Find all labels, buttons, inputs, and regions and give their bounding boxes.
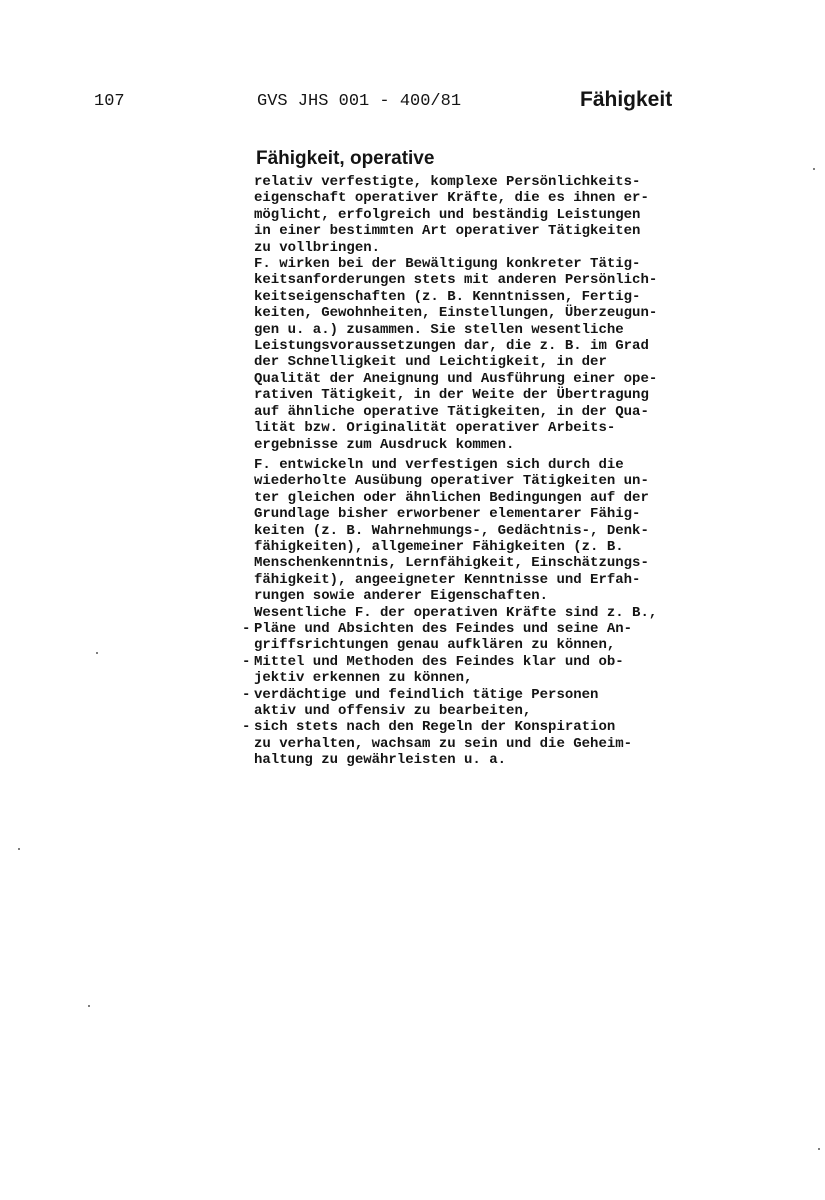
document-reference: GVS JHS 001 - 400/81 — [257, 92, 462, 111]
list-item — [242, 719, 734, 769]
text-line: Menschenkenntnis, Lernfähigkeit, Einschätzungs- — [254, 555, 649, 572]
text-line: keiten (z. B. Wahrnehmungs-, Gedächtnis-, Denk- — [254, 522, 649, 539]
text-line: sich stets nach den Regeln der Konspiration — [254, 719, 616, 736]
text-line: griffsrichtungen genau aufklären zu können, — [254, 637, 616, 654]
dash-bullet-icon: - — [242, 686, 251, 703]
scan-speck — [96, 652, 98, 654]
text-line: F. entwickeln und verfestigen sich durch die — [254, 456, 624, 473]
text-line: in einer bestimmten Art operativer Tätigkeiten — [254, 223, 641, 240]
text-line: aktiv und offensiv zu bearbeiten, — [254, 703, 532, 719]
definition-paragraph — [254, 174, 734, 256]
list-intro: Wesentliche F. der operativen Kräfte sind z. B., — [254, 604, 658, 621]
text-line: keitsanforderungen stets mit anderen Persönlich- — [254, 272, 658, 289]
text-line: Qualität der Aneignung und Ausführung einer ope- — [254, 370, 658, 387]
text-line: auf ähnliche operative Tätigkeiten, in der Qua- — [254, 403, 649, 420]
text-line: F. wirken bei der Bewältigung konkreter Tätig- — [254, 256, 641, 273]
list-item — [242, 686, 734, 720]
dash-bullet-icon: - — [242, 719, 251, 736]
text-line: haltung zu gewährleisten u. a. — [254, 752, 507, 769]
text-line: keiten, Gewohnheiten, Einstellungen, Überzeugun- — [254, 305, 658, 322]
text-line: fähigkeit), angeeigneter Kenntnisse und Erfah- — [254, 571, 641, 588]
text-line: fähigkeiten), allgemeiner Fähigkeiten (z. B. — [254, 538, 624, 555]
ability-list — [242, 620, 734, 769]
scan-speck — [813, 168, 815, 170]
text-line: Leistungsvoraussetzungen dar, die z. B. im Grad — [254, 338, 649, 355]
text-line: jektiv erkennen zu können, — [254, 670, 473, 687]
text-line: ter gleichen oder ähnlichen Bedingungen auf der — [254, 489, 649, 506]
entry-title: Fähigkeit, operative — [256, 148, 435, 169]
paragraph-1 — [254, 256, 734, 453]
scan-speck — [18, 848, 20, 850]
text-line: Mittel und Methoden des Feindes klar und ob- — [254, 653, 624, 670]
text-line: wiederholte Ausübung operativer Tätigkeiten un- — [254, 473, 649, 490]
list-item — [242, 653, 734, 687]
scan-speck — [88, 1005, 90, 1007]
text-line: rungen sowie anderer Eigenschaften. — [254, 588, 549, 605]
dash-bullet-icon: - — [242, 620, 251, 637]
text-line: zu verhalten, wachsam zu sein und die Geheim- — [254, 735, 633, 752]
text-line: rativen Tätigkeit, in der Weite der Übertragung — [254, 387, 649, 404]
text-line: möglicht, erfolgreich und beständig Leistungen — [254, 206, 641, 223]
dash-bullet-icon: - — [242, 653, 251, 670]
text-line: zu vollbringen. — [254, 239, 381, 256]
text-line: der Schnelligkeit und Leichtigkeit, in der — [254, 354, 607, 371]
text-line: ergebnisse zum Ausdruck kommen. — [254, 436, 515, 453]
running-head: Fähigkeit — [580, 88, 673, 111]
text-line: Pläne und Absichten des Feindes und seine An- — [254, 620, 633, 637]
page-number: 107 — [94, 92, 125, 111]
entry-body — [242, 174, 734, 769]
list-item — [242, 620, 734, 654]
text-line: keitseigenschaften (z. B. Kenntnissen, Fertig- — [254, 288, 641, 305]
text-line: eigenschaft operativer Kräfte, die es ihnen er- — [254, 190, 649, 207]
text-line: relativ verfestigte, komplexe Persönlichkeits- — [254, 174, 641, 190]
paragraph-2 — [254, 457, 734, 605]
page-header — [0, 88, 825, 118]
scan-speck — [818, 1148, 820, 1150]
text-line: Grundlage bisher erworbener elementarer Fähig- — [254, 506, 641, 523]
text-line: gen u. a.) zusammen. Sie stellen wesentliche — [254, 321, 624, 338]
text-line: verdächtige und feindlich tätige Personen — [254, 686, 599, 703]
text-line: lität bzw. Originalität operativer Arbeits- — [254, 420, 616, 437]
